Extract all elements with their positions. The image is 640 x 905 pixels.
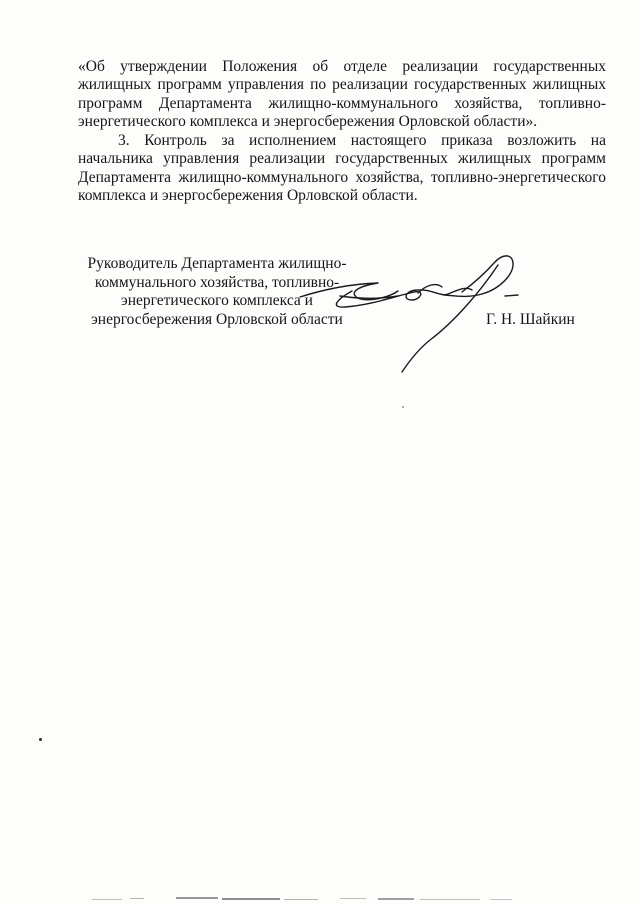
- signature-stroke: [402, 265, 498, 372]
- signature-stroke: [444, 256, 513, 297]
- position-line-2: коммунального хозяйства, топливно-: [94, 273, 340, 291]
- signature-stroke: [336, 288, 472, 307]
- scan-speck: [402, 406, 404, 408]
- position-line-3: энергетического комплекса и: [121, 292, 313, 310]
- position-line-4: энергосбережения Орловской области: [91, 310, 343, 328]
- position-line-1: Руководитель Департамента жилищно-: [87, 255, 347, 272]
- signatory-position: [82, 255, 352, 329]
- signature-stroke: [505, 295, 518, 296]
- scan-edge-noise: [0, 891, 640, 905]
- signature-stroke: [418, 285, 442, 293]
- scan-speck: [39, 738, 42, 741]
- paragraph-control-clause: 3. Контроль за исполнением настоящего приказа возложить на начальника управления реализации государственных жилищных программ Департамента жилищно-коммунального хозяйства, топливно-энергетического комплекса и энергосбережения Орловской области.: [78, 132, 606, 205]
- paragraph-order-title-reference: «Об утверждении Положения об отделе реализации государственных жилищных программ управления по реализации государственных жилищных программ Департамента жилищно-коммунального хозяйства, топливно-энергетического комплекса и энергосбережения Орловской области».: [78, 58, 606, 131]
- signer-name: Г. Н. Шайкин: [486, 311, 575, 328]
